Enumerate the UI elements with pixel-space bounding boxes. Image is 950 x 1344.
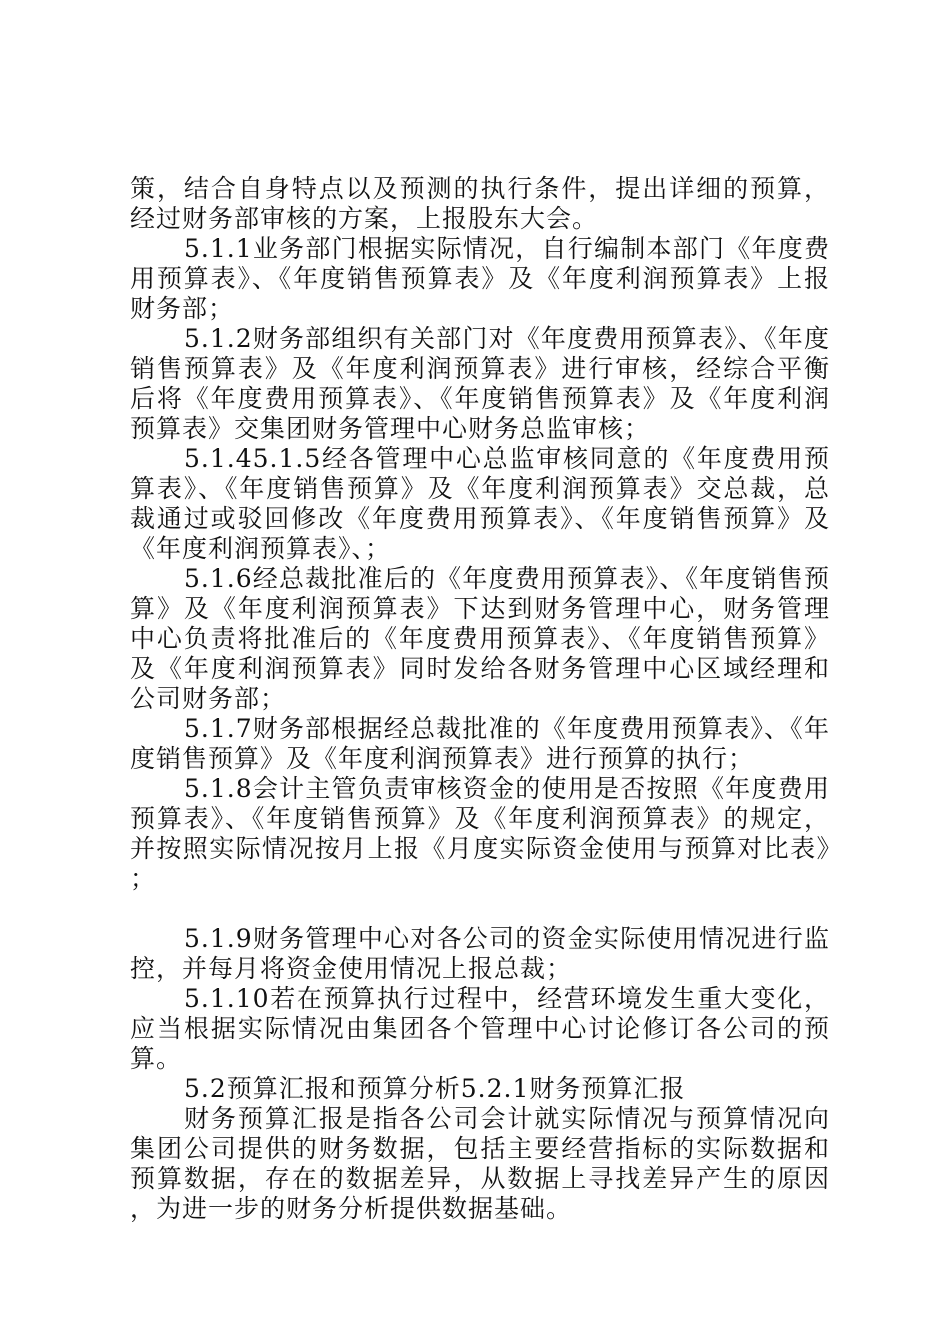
paragraph-5-1-2: 5.1.2财务部组织有关部门对《年度费用预算表》、《年度销售预算表》及《年度利润预算表》进行审核，经综合平衡后将《年度费用预算表》、《年度销售预算表》及《年度利润预算表》交集团财务管理中心财务总监审核； xyxy=(130,324,830,443)
paragraph-5-1-1: 5.1.1业务部门根据实际情况，自行编制本部门《年度费用预算表》、《年度销售预算表》及《年度利润预算表》上报财务部； xyxy=(130,234,830,323)
paragraph-5-1-7: 5.1.7财务部根据经总裁批准的《年度费用预算表》、《年度销售预算》及《年度利润预算表》进行预算的执行； xyxy=(130,714,830,773)
paragraph-5-1-10: 5.1.10若在预算执行过程中，经营环境发生重大变化，应当根据实际情况由集团各个管理中心讨论修订各公司的预算。 xyxy=(130,984,830,1073)
paragraph-financial-budget-report: 财务预算汇报是指各公司会计就实际情况与预算情况向集团公司提供的财务数据，包括主要经营指标的实际数据和预算数据，存在的数据差异，从数据上寻找差异产生的原因，为进一步的财务分析提供数据基础。 xyxy=(130,1104,830,1223)
paragraph-5-1-8: 5.1.8会计主管负责审核资金的使用是否按照《年度费用预算表》、《年度销售预算》及《年度利润预算表》的规定，并按照实际情况按月上报《月度实际资金使用与预算对比表》； xyxy=(130,774,830,893)
paragraph-continuation: 策，结合自身特点以及预测的执行条件，提出详细的预算，经过财务部审核的方案，上报股东大会。 xyxy=(130,174,830,233)
paragraph-5-1-9: 5.1.9财务管理中心对各公司的资金实际使用情况进行监控，并每月将资金使用情况上报总裁； xyxy=(130,924,830,983)
document-body xyxy=(130,174,830,1224)
paragraph-5-1-4-5: 5.1.45.1.5经各管理中心总监审核同意的《年度费用预算表》、《年度销售预算》及《年度利润预算表》交总裁，总裁通过或驳回修改《年度费用预算表》、《年度销售预算》及《年度利润预算表》、； xyxy=(130,444,830,563)
paragraph-5-1-6: 5.1.6经总裁批准后的《年度费用预算表》、《年度销售预算》及《年度利润预算表》下达到财务管理中心，财务管理中心负责将批准后的《年度费用预算表》、《年度销售预算》及《年度利润预算表》同时发给各财务管理中心区域经理和公司财务部； xyxy=(130,564,830,713)
section-heading-5-2: 5.2预算汇报和预算分析5.2.1财务预算汇报 xyxy=(184,1074,686,1103)
